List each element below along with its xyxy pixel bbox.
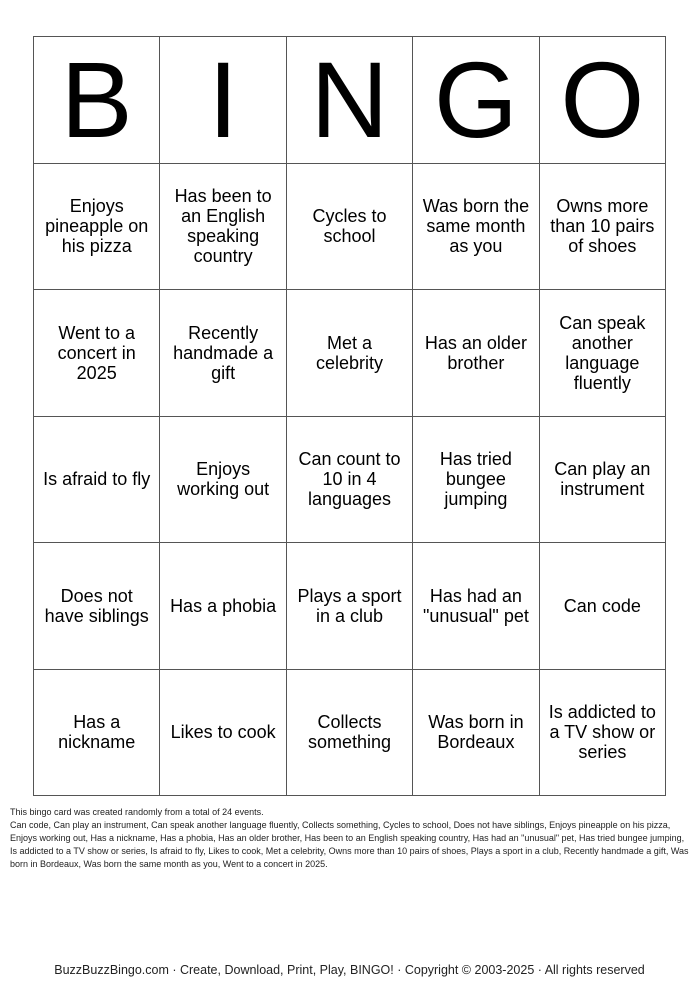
bingo-cell: Has had an "unusual" pet [413, 543, 539, 670]
bingo-row [34, 164, 666, 291]
bingo-cell: Has been to an English speaking country [160, 164, 286, 291]
bingo-row [34, 417, 666, 544]
bingo-cell: Owns more than 10 pairs of shoes [540, 164, 666, 291]
bingo-cell: Has a phobia [160, 543, 286, 670]
bingo-cell: Can speak another language fluently [540, 290, 666, 417]
bingo-cell: Cycles to school [287, 164, 413, 291]
bingo-row [34, 670, 666, 797]
bingo-cell: Can code [540, 543, 666, 670]
header-letter-o: O [540, 37, 666, 164]
bingo-row [34, 290, 666, 417]
bingo-cell: Has a nickname [34, 670, 160, 797]
bingo-cell: Was born in Bordeaux [413, 670, 539, 797]
bingo-cell: Likes to cook [160, 670, 286, 797]
description-intro: This bingo card was created randomly from a total of 24 events. [10, 807, 264, 817]
bingo-cell: Recently handmade a gift [160, 290, 286, 417]
bingo-cell: Met a celebrity [287, 290, 413, 417]
bingo-cell: Was born the same month as you [413, 164, 539, 291]
bingo-cell: Is afraid to fly [34, 417, 160, 544]
bingo-cell: Plays a sport in a club [287, 543, 413, 670]
header-letter-i: I [160, 37, 286, 164]
bingo-cell: Went to a concert in 2025 [34, 290, 160, 417]
header-row [34, 37, 666, 164]
bingo-cell: Can play an instrument [540, 417, 666, 544]
header-letter-g: G [413, 37, 539, 164]
bingo-row [34, 543, 666, 670]
bingo-cell: Enjoys pineapple on his pizza [34, 164, 160, 291]
bingo-cell: Is addicted to a TV show or series [540, 670, 666, 797]
bingo-cell: Has tried bungee jumping [413, 417, 539, 544]
bingo-cell: Has an older brother [413, 290, 539, 417]
header-letter-b: B [34, 37, 160, 164]
bingo-card [33, 36, 666, 796]
bingo-cell: Can count to 10 in 4 languages [287, 417, 413, 544]
bingo-cell: Collects something [287, 670, 413, 797]
description-events: Can code, Can play an instrument, Can speak another language fluently, Collects something, Cycles to school, Does not have siblings, Enjoys pineapple on his pizza, Enjoys working out, Has a nickname, Has a phobia, Has an older brother, Has been to an English speaking country, Has had an "unusual" pet, Has tried bungee jumping, Is addicted to a TV show or series, Is afraid to fly, Likes to cook, Met a celebrity, Owns more than 10 pairs of shoes, Plays a sport in a club, Recently handmade a gift, Was born in Bordeaux, Was born the same month as you, Went to a concert in 2025. [10, 820, 689, 869]
footer-copyright: BuzzBuzzBingo.com · Create, Download, Print, Play, BINGO! · Copyright © 2003-2025 · All rights reserved [54, 963, 645, 977]
header-letter-n: N [287, 37, 413, 164]
card-description [10, 806, 690, 871]
bingo-cell: Enjoys working out [160, 417, 286, 544]
bingo-cell: Does not have siblings [34, 543, 160, 670]
